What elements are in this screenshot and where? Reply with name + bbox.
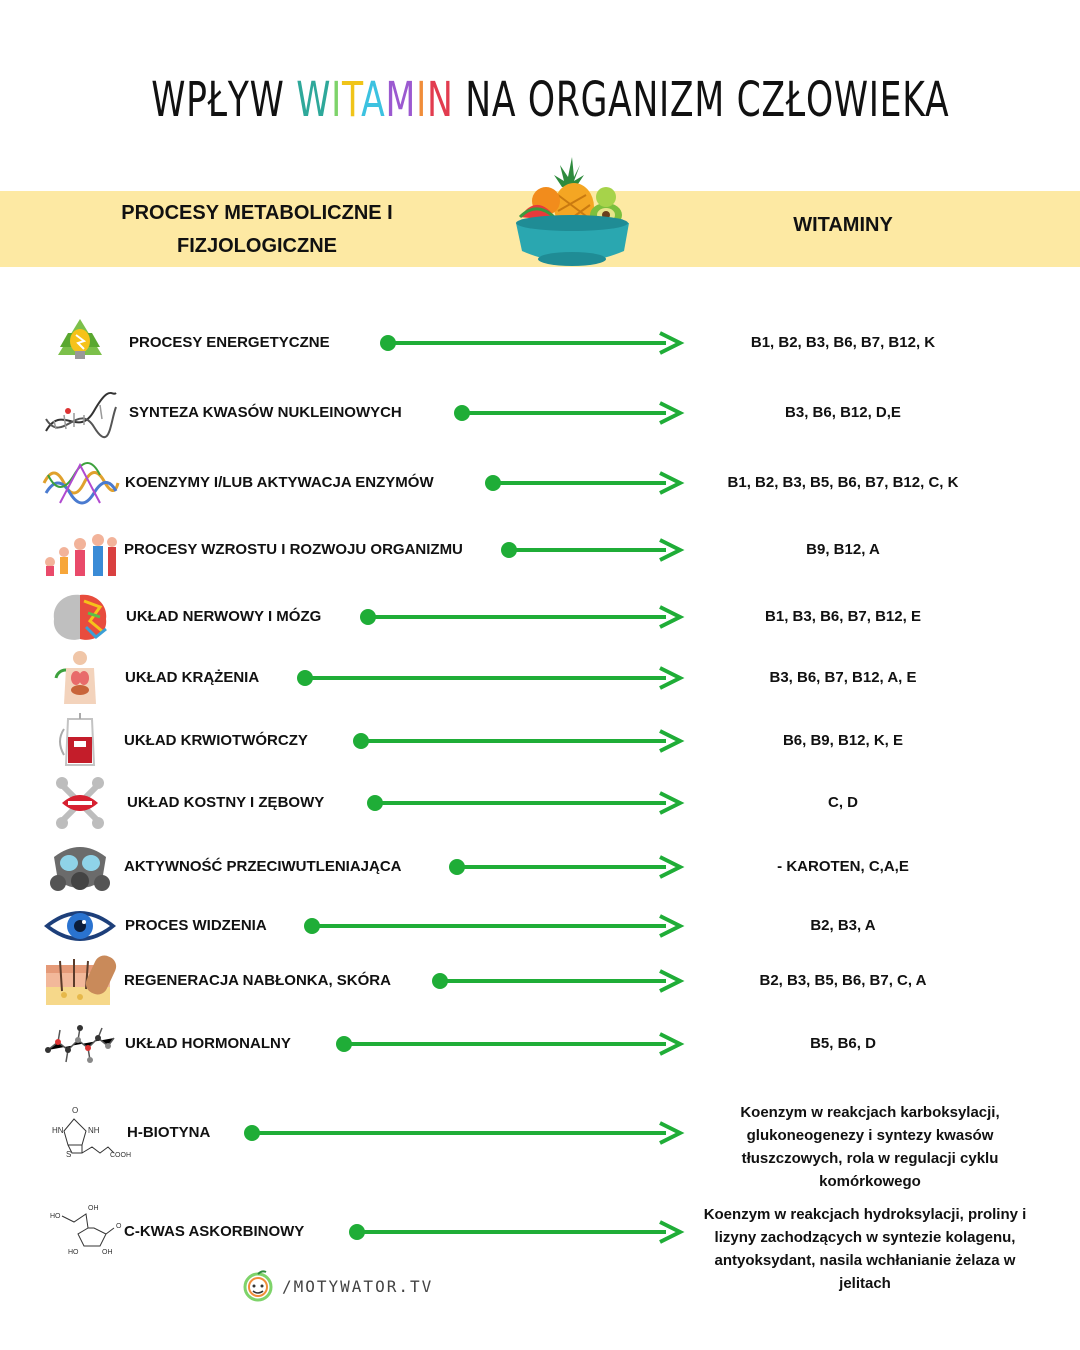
arrow [453,401,681,425]
vitamin-list: B6, B9, B12, K, E [782,732,904,749]
skin-layers-icon [40,951,120,1011]
process-row [0,383,1080,443]
arrow [500,538,681,562]
vitamin-list: B9, B12, A [806,541,880,558]
process-label: PROCESY ENERGETYCZNE [129,334,330,351]
formula-label: HO [68,1249,79,1256]
process-row [0,711,1080,771]
title-accent-letter: W [296,72,332,128]
growth-stages-icon [40,520,120,580]
process-label: UKŁAD KOSTNY I ZĘBOWY [127,794,325,811]
process-label: UKŁAD KRWIOTWÓRCZY [124,732,308,749]
recycle-bulb-icon [40,313,120,373]
footer-brand: /MOTYWATOR.TV [282,1276,434,1296]
formula-label: S [66,1150,72,1159]
formula-label: HN [52,1126,64,1135]
arrow [335,1032,681,1056]
molecule-icon [40,1014,120,1074]
vitamin-list: B5, B6, D [810,1035,876,1052]
process-row [0,951,1080,1011]
vitamin-list: B1, B3, B6, B7, B12, E [765,608,921,625]
process-row [0,587,1080,647]
vitamin-description [680,1203,1050,1295]
vitamin-list: B3, B6, B12, D,E [785,404,901,421]
arrow [352,729,681,753]
process-label: KOENZYMY I/LUB AKTYWACJA ENZYMÓW [125,474,434,491]
vitamin-list: C, D [828,794,858,811]
arrow [296,666,681,690]
arrow [431,969,681,993]
vitamin-list: B1, B2, B3, B5, B6, B7, B12, C, K [727,474,959,491]
process-row [0,773,1080,833]
arrow [366,791,681,815]
process-row [0,896,1080,956]
process-row [0,1014,1080,1074]
formula-label: OH [102,1249,113,1256]
description-line: glukoneogenezy i syntezy kwasów [746,1127,994,1144]
header-left [60,197,454,263]
arrow [303,914,681,938]
arrow [243,1121,681,1145]
title-accent-word [296,72,453,128]
biotin-formula-icon [48,1103,131,1163]
title-part2: NA ORGANIZM CZŁOWIEKA [453,72,950,128]
process-label: H-BIOTYNA [127,1124,211,1141]
body-organs-icon [40,648,120,708]
vitamin-list: B3, B6, B7, B12, A, E [769,669,917,686]
process-row [0,837,1080,897]
arrow [359,605,681,629]
formula-label: OH [88,1205,99,1212]
process-label: PROCESY WZROSTU I ROZWOJU ORGANIZMU [124,541,463,558]
process-row [0,453,1080,513]
description-line: Koenzym w reakcjach karboksylacji, [740,1104,1000,1121]
process-row [0,648,1080,708]
title-accent-letter: I [331,72,343,128]
header-right: WITAMINY [793,214,893,236]
formula-label: HO [50,1213,61,1220]
page-title [151,72,950,128]
vitamin-list: B2, B3, A [810,917,876,934]
gas-mask-icon [40,837,120,897]
process-label: PROCES WIDZENIA [125,917,267,934]
title-part1: WPŁYW [151,72,297,128]
brain-icon [40,587,120,647]
formula-label: O [72,1106,79,1115]
process-row [0,520,1080,580]
title-accent-letter: M [385,72,417,128]
protein-structure-icon [40,453,120,513]
process-label: REGENERACJA NABŁONKA, SKÓRA [124,972,391,989]
formula-label: COOH [110,1152,131,1159]
fruit-bowl-icon [510,155,635,273]
process-label: UKŁAD KRĄŻENIA [125,669,260,686]
header-left-line1: PROCESY METABOLICZNE I [121,202,393,224]
arrow [348,1220,681,1244]
description-line: Koenzym w reakcjach hydroksylacji, proliny i [703,1206,1027,1223]
arrow [448,855,681,879]
arrow [484,471,681,495]
vitamin-description [712,1101,1028,1193]
vitamin-list: B2, B3, B5, B6, B7, C, A [759,972,927,989]
dna-icon [40,383,120,443]
description-line: antyoksydant, nasila wchłanianie żelaza w [714,1252,1016,1269]
process-label: UKŁAD NERWOWY I MÓZG [126,608,322,625]
vitamin-list: - KAROTEN, C,A,E [777,858,909,875]
vitamin-list: B1, B2, B3, B6, B7, B12, K [750,334,936,351]
description-line: lizyny zachodzących w syntezie kolagenu, [714,1229,1016,1246]
title-accent-letter: T [342,72,362,128]
process-label: AKTYWNOŚĆ PRZECIWUTLENIAJĄCA [124,858,402,875]
description-line: jelitach [839,1275,891,1292]
blood-bag-icon [40,711,120,771]
eye-icon [40,896,120,956]
process-label: SYNTEZA KWASÓW NUKLEINOWYCH [129,404,402,421]
formula-label: O [116,1223,122,1230]
arrow [379,331,681,355]
process-label: UKŁAD HORMONALNY [125,1035,291,1052]
title-accent-letter: A [361,72,386,128]
description-line: komórkowego [819,1173,921,1190]
ascorbic-acid-formula-icon [48,1202,128,1262]
title-accent-letter: I [416,72,428,128]
motywator-logo-icon [240,1268,276,1304]
header-left-line2: FIZJOLOGICZNE [177,235,337,257]
description-line: tłuszczowych, rola w regulacji cyklu [741,1150,999,1167]
mouth-bone-icon [40,773,120,833]
formula-label: NH [88,1126,100,1135]
process-label: C-KWAS ASKORBINOWY [124,1223,305,1240]
footer [240,1268,433,1304]
title-accent-letter: N [427,72,454,128]
process-row [0,313,1080,373]
